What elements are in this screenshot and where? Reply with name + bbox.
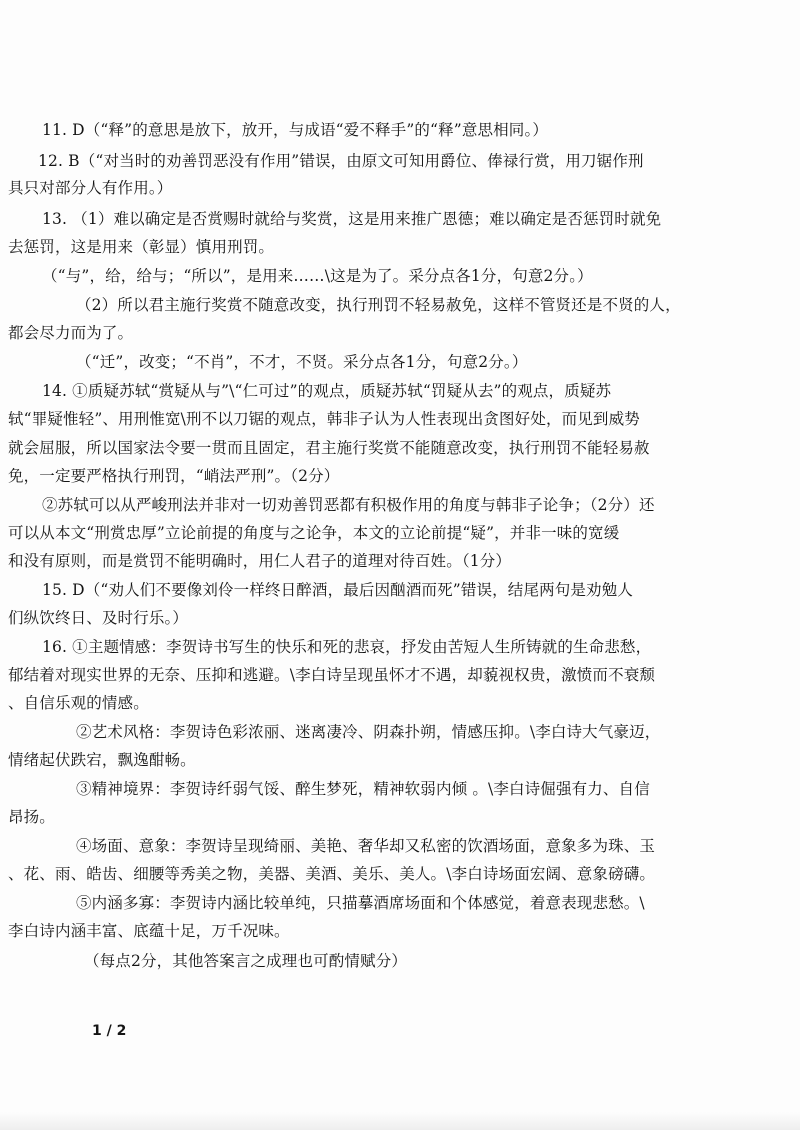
page-number: 1 / 2 — [92, 1023, 127, 1039]
q15-line-1: 15. D（“劝人们不要像刘伶一样终日醉酒，最后因酗酒而死”错误，结尾两句是劝勉人 — [42, 581, 634, 599]
q16-3-line-1: ③精神境界：李贺诗纤弱气馁、醉生梦死，精神软弱内倾 。\李白诗倔强有力、自信 — [76, 780, 650, 798]
q16-1-line-2: 郁结着对现实世界的无奈、压抑和逃避。\李白诗呈现虽怀才不遇，却藐视权贵，激愤而不衰颓 — [8, 666, 656, 684]
q11-line: 11. D（“释”的意思是放下，放开，与成语“爱不释手”的“释”意思相同。） — [42, 121, 549, 139]
q14-line-4: 免，一定要严格执行刑罚，“峭法严刑”。（2分） — [8, 467, 340, 485]
q15-line-2: 们纵饮终日、及时行乐。） — [8, 609, 189, 627]
q16-1-line-3: 、自信乐观的情感。 — [8, 694, 149, 712]
q14-part2-line-2: 可以从本文“刑赏忠厚”立论前提的角度与之论争，本文的立论前提“疑”，并非一味的宽缓 — [8, 524, 620, 542]
q13-2-scoring: （“迁”，改变；“不肖”，不才，不贤。采分点各1分，句意2分。） — [76, 353, 528, 371]
q14-line-1: 14. ①质疑苏轼“赏疑从与”\“仁可过”的观点，质疑苏轼“罚疑从去”的观点，质疑苏 — [42, 382, 612, 400]
q16-4-line-1: ④场面、意象：李贺诗呈现绮丽、美艳、奢华却又私密的饮酒场面，意象多为珠、玉 — [76, 837, 656, 855]
q16-5-line-1: ⑤内涵多寡：李贺诗内涵比较单纯，只描摹酒席场面和个体感觉，着意表现悲愁。\ — [76, 894, 645, 912]
q13-2-line-1: （2）所以君主施行奖赏不随意改变，执行刑罚不轻易赦免，这样不管贤还是不贤的人， — [76, 296, 681, 314]
q16-4-line-2: 、花、雨、皓齿、细腰等秀美之物，美器、美酒、美乐、美人。\李白诗场面宏阔、意象磅礴。 — [8, 865, 656, 883]
q16-3-line-2: 昂扬。 — [8, 808, 55, 826]
q16-1-line-1: 16. ①主题情感：李贺诗书写生的快乐和死的悲哀，抒发由苦短人生所铸就的生命悲愁， — [42, 638, 652, 656]
q14-part2-line-1: ②苏轼可以从严峻刑法并非对一切劝善罚恶都有积极作用的角度与韩非子论争；（2分）还 — [42, 496, 655, 514]
q13-1-line-2: 去惩罚，这是用来（彰显）慎用刑罚。 — [8, 238, 275, 256]
q13-2-line-2: 都会尽力而为了。 — [8, 324, 134, 342]
q13-1-line-1: 13. （1）难以确定是否赏赐时就给与奖赏，这是用来推广恩德；难以确定是否惩罚时就免 — [42, 210, 662, 228]
scan-bottom-edge — [0, 1112, 800, 1130]
q14-line-3: 就会屈服，所以国家法令要一贯而且固定，君主施行奖赏不能随意改变，执行刑罚不能轻易赦 — [8, 439, 650, 457]
q12-line-2: 具只对部分人有作用。） — [8, 179, 173, 197]
q12-line-1: 12. B（“对当时的劝善罚恶没有作用”错误，由原文可知用爵位、俸禄行赏，用刀锯作刑 — [38, 152, 644, 170]
q16-5-line-2: 李白诗内涵丰富、底蕴十足，万千况味。 — [8, 922, 290, 940]
q14-part2-line-3: 和没有原则，而是赏罚不能明确时，用仁人君子的道理对待百姓。（1分） — [8, 552, 512, 570]
q16-2-line-1: ②艺术风格：李贺诗色彩浓丽、迷离凄冷、阴森扑朔，情感压抑。\李白诗大气豪迈， — [76, 723, 661, 741]
q13-1-scoring: （“与”，给，给与；“所以”，是用来……\这是为了。采分点各1分，句意2分。） — [42, 267, 593, 285]
q16-2-line-2: 情绪起伏跌宕，飘逸酣畅。 — [8, 751, 196, 769]
q14-line-2: 轼“罪疑惟轻”、用刑惟宽\刑不以刀锯的观点，韩非子认为人性表现出贪图好处，而见到威势 — [8, 410, 640, 428]
q16-scoring-note: （每点2分，其他答案言之成理也可酌情赋分） — [84, 952, 408, 970]
